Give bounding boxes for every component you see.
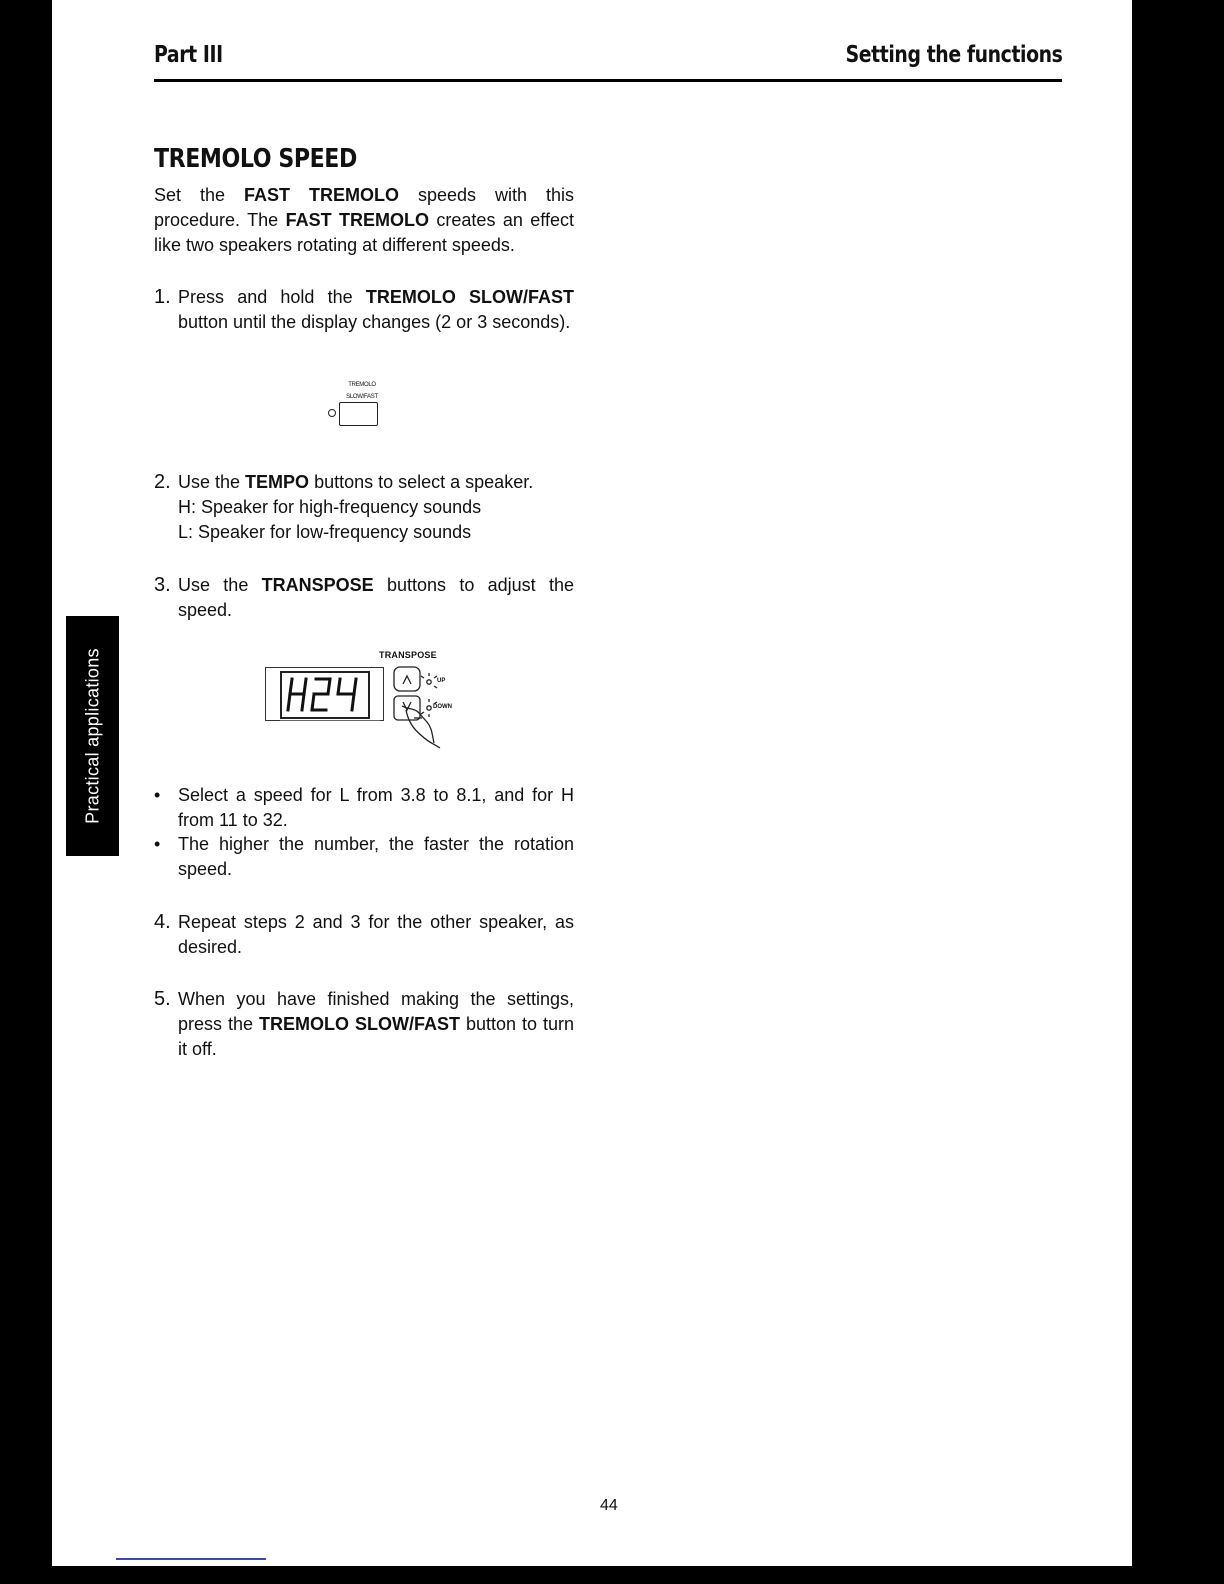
part-label: Part III: [154, 42, 223, 68]
step-text: button to turn it off.: [178, 1014, 574, 1059]
bullet-dot-icon: •: [154, 834, 161, 854]
down-label: DOWN: [433, 704, 452, 710]
intro-paragraph: [154, 183, 574, 258]
header-rule: [154, 79, 1062, 82]
step-text: button until the display changes (2 or 3 seconds).: [178, 312, 571, 332]
section-title: TREMOLO SPEED: [154, 144, 357, 174]
page-number: 44: [600, 1497, 618, 1514]
intro-text-2: speeds with this procedure. The: [154, 185, 575, 230]
step-number: 2.: [154, 471, 171, 493]
intro-bold-2: FAST TREMOLO: [285, 210, 429, 230]
slow-fast-label: SLOW/FAST: [346, 394, 378, 400]
step-number: 4.: [154, 911, 171, 933]
step-bold: TRANSPOSE: [261, 575, 374, 595]
transpose-label: TRANSPOSE: [379, 650, 437, 660]
step-text: buttons to select a speaker.: [309, 472, 534, 492]
side-tab-label: Practical applications: [82, 648, 102, 824]
tremolo-slow-fast-button-icon: [339, 402, 378, 426]
intro-bold-1: FAST TREMOLO: [244, 185, 399, 205]
step-2: [154, 470, 574, 545]
step-text: Use the: [178, 575, 262, 595]
bottom-edge-line: [116, 1558, 266, 1560]
step-3: [154, 573, 574, 623]
step-text: Press and hold the: [178, 287, 366, 307]
step-bold: TEMPO: [245, 472, 310, 492]
tremolo-label: TREMOLO: [348, 382, 376, 388]
bullet-text: The higher the number, the faster the rotation speed.: [178, 834, 574, 879]
step-bold: TREMOLO SLOW/FAST: [259, 1014, 460, 1034]
intro-text-3: creates an effect like two speakers rotating at different speeds.: [154, 210, 574, 255]
step-4: [154, 910, 574, 960]
step-text: When you have finished making the settings, press the: [178, 989, 574, 1034]
section-header: Setting the functions: [845, 42, 1062, 68]
step-text: Use the: [178, 472, 246, 492]
led-indicator-icon: [328, 409, 336, 417]
step-1: [154, 285, 574, 335]
step-5: [154, 987, 574, 1062]
side-tab: [66, 616, 119, 856]
step-number: 3.: [154, 574, 171, 596]
manual-page: [52, 0, 1132, 1566]
speaker-h-line: H: Speaker for high-frequency sounds: [178, 497, 482, 517]
transpose-buttons-icon: [262, 648, 482, 753]
bullet-speed-range: [154, 783, 574, 833]
step-text: buttons to adjust the speed.: [178, 575, 574, 620]
bullet-dot-icon: •: [154, 785, 161, 805]
up-label: UP: [437, 678, 446, 684]
intro-text-1: Set the: [154, 185, 245, 205]
transpose-figure: [262, 648, 482, 753]
bullet-rotation: [154, 832, 574, 882]
tremolo-button-figure: [324, 382, 384, 430]
step-number: 1.: [154, 286, 171, 308]
step-bold: TREMOLO SLOW/FAST: [365, 287, 574, 307]
step-number: 5.: [154, 988, 171, 1010]
speaker-l-line: L: Speaker for low-frequency sounds: [178, 522, 472, 542]
step-text: Repeat steps 2 and 3 for the other speaker, as desired.: [178, 912, 574, 957]
bullet-text: Select a speed for L from 3.8 to 8.1, and for H from 11 to 32.: [178, 785, 574, 830]
